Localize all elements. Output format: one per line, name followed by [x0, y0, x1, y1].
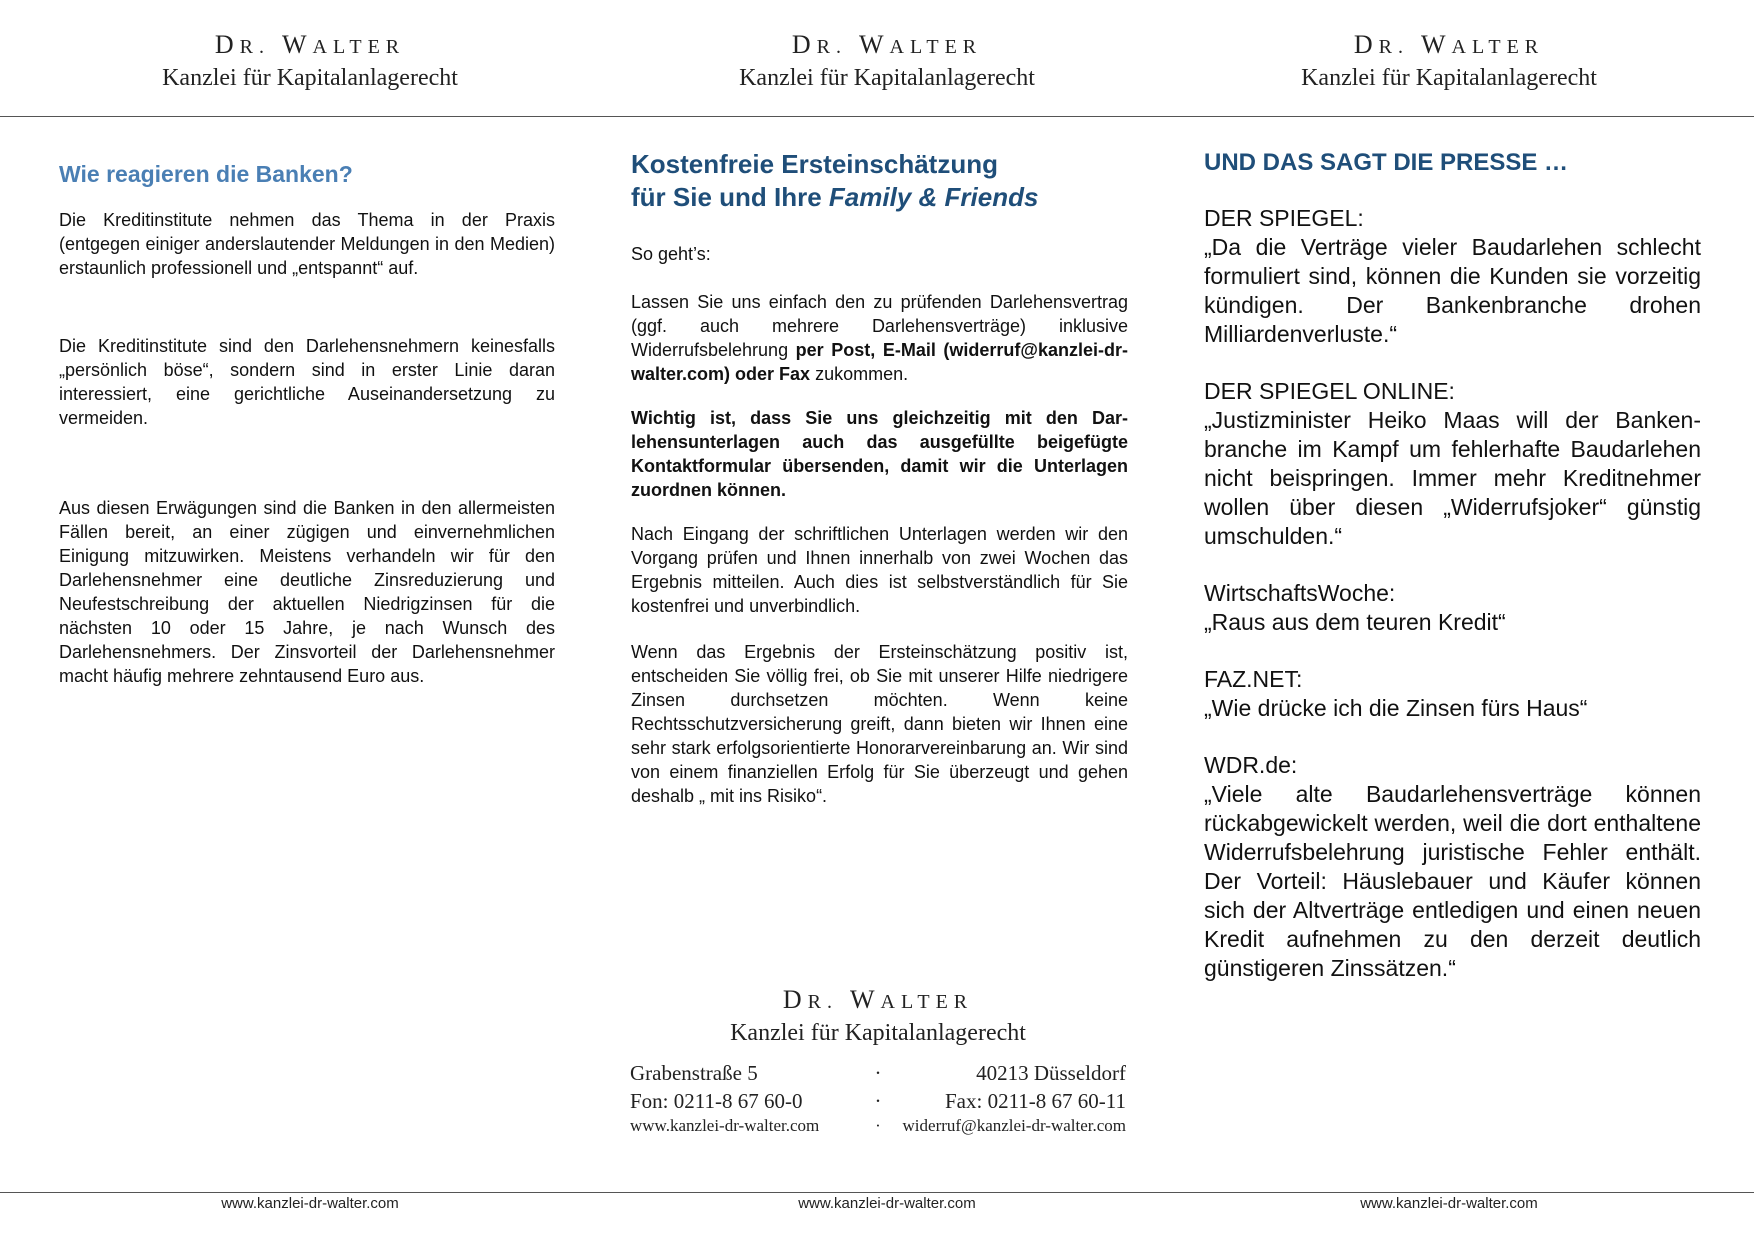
left-paragraph-1: Die Kreditinstitute nehmen das Thema in der Praxis (entgegen einiger anderslautender Meldungen in den Medien) erstaunlich professionell und „entspannt“ auf.	[59, 210, 555, 278]
press-quote-5	[1204, 751, 1701, 983]
left-paragraph-2: Die Kreditinstitute sind den Darlehensnehmern keinesfalls „persönlich böse“, sondern sind in erster Linie daran interessiert, eine gerichtliche Auseinandersetzung zu vermeiden.	[59, 336, 555, 428]
middle-paragraph-3: Nach Eingang der schriftlichen Unterlagen werden wir den Vorgang prüfen und Ihnen innerhalb von zwei Wochen das Ergebnis mitteilen. Auch dies ist selbstverständlich für Sie kostenfrei und unverbindlich.	[631, 524, 1128, 616]
press-source: DER SPIEGEL:	[1204, 205, 1364, 231]
contact-web: www.kanzlei-dr-walter.com	[630, 1116, 820, 1135]
brand-name: DR. WALTER	[1353, 30, 1545, 59]
brand-name: DR. WALTER	[214, 30, 406, 59]
press-quote-2	[1204, 377, 1701, 551]
press-quote-4	[1204, 665, 1701, 723]
press-text: „Raus aus dem teuren Kredit“	[1204, 609, 1506, 635]
left-column	[59, 160, 555, 688]
middle-heading-line1: Kostenfreie Ersteinschätzung	[631, 149, 998, 179]
panel-header-left	[20, 30, 600, 94]
contact-separator: ·	[874, 1089, 882, 1113]
middle-paragraph-1-bold: per Post, E-Mail (widerruf@kanzlei-dr-walter.com) oder Fax	[631, 340, 1128, 384]
contact-separator: ·	[875, 1116, 881, 1135]
middle-heading-line2: für Sie und Ihre	[631, 182, 829, 212]
middle-intro: So geht’s:	[631, 244, 711, 264]
middle-paragraph-4: Wenn das Ergebnis der Ersteinschätzung positiv ist, entscheiden Sie völlig frei, ob Sie mit unserer Hilfe niedrigere Zinsen durchsetzen möchten. Wenn keine Rechtsschutzversicherung greift, dann bieten wir Ihnen eine sehr stark erfolgsorientierte Honorarvereinbarung an. Wir sind von einem finanziellen Erfolg für Sie überzeugt und gehen deshalb „ mit ins Risiko“.	[631, 642, 1128, 806]
contact-brand: DR. WALTER	[782, 985, 974, 1014]
contact-street: Grabenstraße 5	[630, 1061, 758, 1085]
press-text: „Justizminister Heiko Maas will der Bankenbranche im Kampf um fehlerhafte Baudarlehen nicht beispringen. Immer mehr Kreditnehmer wollen über diesen „Widerrufsjoker“ günstig umschulden.“	[1204, 407, 1701, 549]
contact-block	[630, 985, 1126, 1137]
press-source: DER SPIEGEL ONLINE:	[1204, 378, 1455, 404]
contact-web-row	[630, 1115, 1126, 1137]
press-text: „Viele alte Baudarlehensverträge können rückabgewickelt werden, weil die dort enthaltene Widerrufsbelehrung juristische Fehler enthält. Der Vorteil: Häuslebauer und Käufer können sich der Altverträge entledigen und einen neuen Kredit aufnehmen zu den derzeit deutlich günstigeren Zinssätzen.“	[1204, 781, 1701, 981]
press-quote-3	[1204, 579, 1701, 637]
press-text: „Wie drücke ich die Zinsen fürs Haus“	[1204, 695, 1588, 721]
press-text: „Da die Verträge vieler Baudarlehen schlecht formuliert sind, können die Kunden sie vorzeitig kündigen. Der Bankenbranche drohen Milliardenverluste.“	[1204, 234, 1701, 347]
middle-heading	[631, 148, 1128, 214]
press-quote-1	[1204, 204, 1701, 349]
right-column	[1204, 148, 1701, 983]
contact-address-row	[630, 1059, 1126, 1087]
contact-city: 40213 Düsseldorf	[976, 1061, 1126, 1085]
brand-subtitle: Kanzlei für Kapitalanlagerecht	[1301, 65, 1597, 91]
middle-heading-emphasis: Family & Friends	[828, 182, 1039, 212]
contact-email: widerruf@kanzlei-dr-walter.com	[902, 1116, 1126, 1135]
contact-fax: Fax: 0211-8 67 60-11	[944, 1089, 1126, 1113]
contact-separator: ·	[874, 1061, 882, 1085]
contact-subtitle: Kanzlei für Kapitalanlagerecht	[730, 1020, 1026, 1046]
right-heading: UND DAS SAGT DIE PRESSE …	[1204, 149, 1569, 176]
brand-name: DR. WALTER	[791, 30, 983, 59]
footer-url-right: www.kanzlei-dr-walter.com	[1360, 1195, 1538, 1212]
middle-paragraph-1: Lassen Sie uns einfach den zu prüfenden Darlehensvertrag (ggf. auch mehrere Darlehensverträge) inklusive Widerrufsbelehrung per Post, E-Mail (widerruf@kanzlei-dr-walter.com) oder Fax zukommen.	[631, 292, 1128, 384]
top-divider	[0, 116, 1754, 117]
middle-paragraph-2: Wichtig ist, dass Sie uns gleichzeitig mit den Darlehensunterlagen auch das ausgefüllte beigefügte Kontaktformular übersenden, damit wir die Unterlagen zuordnen können.	[631, 408, 1128, 500]
press-source: FAZ.NET:	[1204, 666, 1303, 692]
left-heading: Wie reagieren die Banken?	[59, 161, 353, 187]
press-source: WDR.de:	[1204, 752, 1298, 778]
brand-subtitle: Kanzlei für Kapitalanlagerecht	[162, 65, 458, 91]
panel-header-right	[1159, 30, 1739, 94]
contact-phone-row	[630, 1087, 1126, 1115]
panel-header-middle	[597, 30, 1177, 94]
middle-column	[631, 148, 1128, 808]
contact-phone: Fon: 0211-8 67 60-0	[630, 1089, 803, 1113]
footer-url-middle: www.kanzlei-dr-walter.com	[798, 1195, 976, 1212]
brand-subtitle: Kanzlei für Kapitalanlagerecht	[739, 65, 1035, 91]
footer-url-left: www.kanzlei-dr-walter.com	[221, 1195, 399, 1212]
bottom-divider	[0, 1192, 1754, 1193]
press-source: WirtschaftsWoche:	[1204, 580, 1396, 606]
left-paragraph-3: Aus diesen Erwägungen sind die Banken in den allermeisten Fällen bereit, an einer zügigen und einvernehmlichen Einigung mitzuwirken. Meistens verhandeln wir für den Darlehensnehmer eine deutliche Zinsreduzierung und Neufestschreibung der aktuellen Niedrigzinsen für die nächsten 10 oder 15 Jahre, je nach Wunsch des Darlehensnehmers. Der Zinsvorteil der Darlehensnehmer macht häufig mehrere zehntausend Euro aus.	[59, 498, 555, 686]
